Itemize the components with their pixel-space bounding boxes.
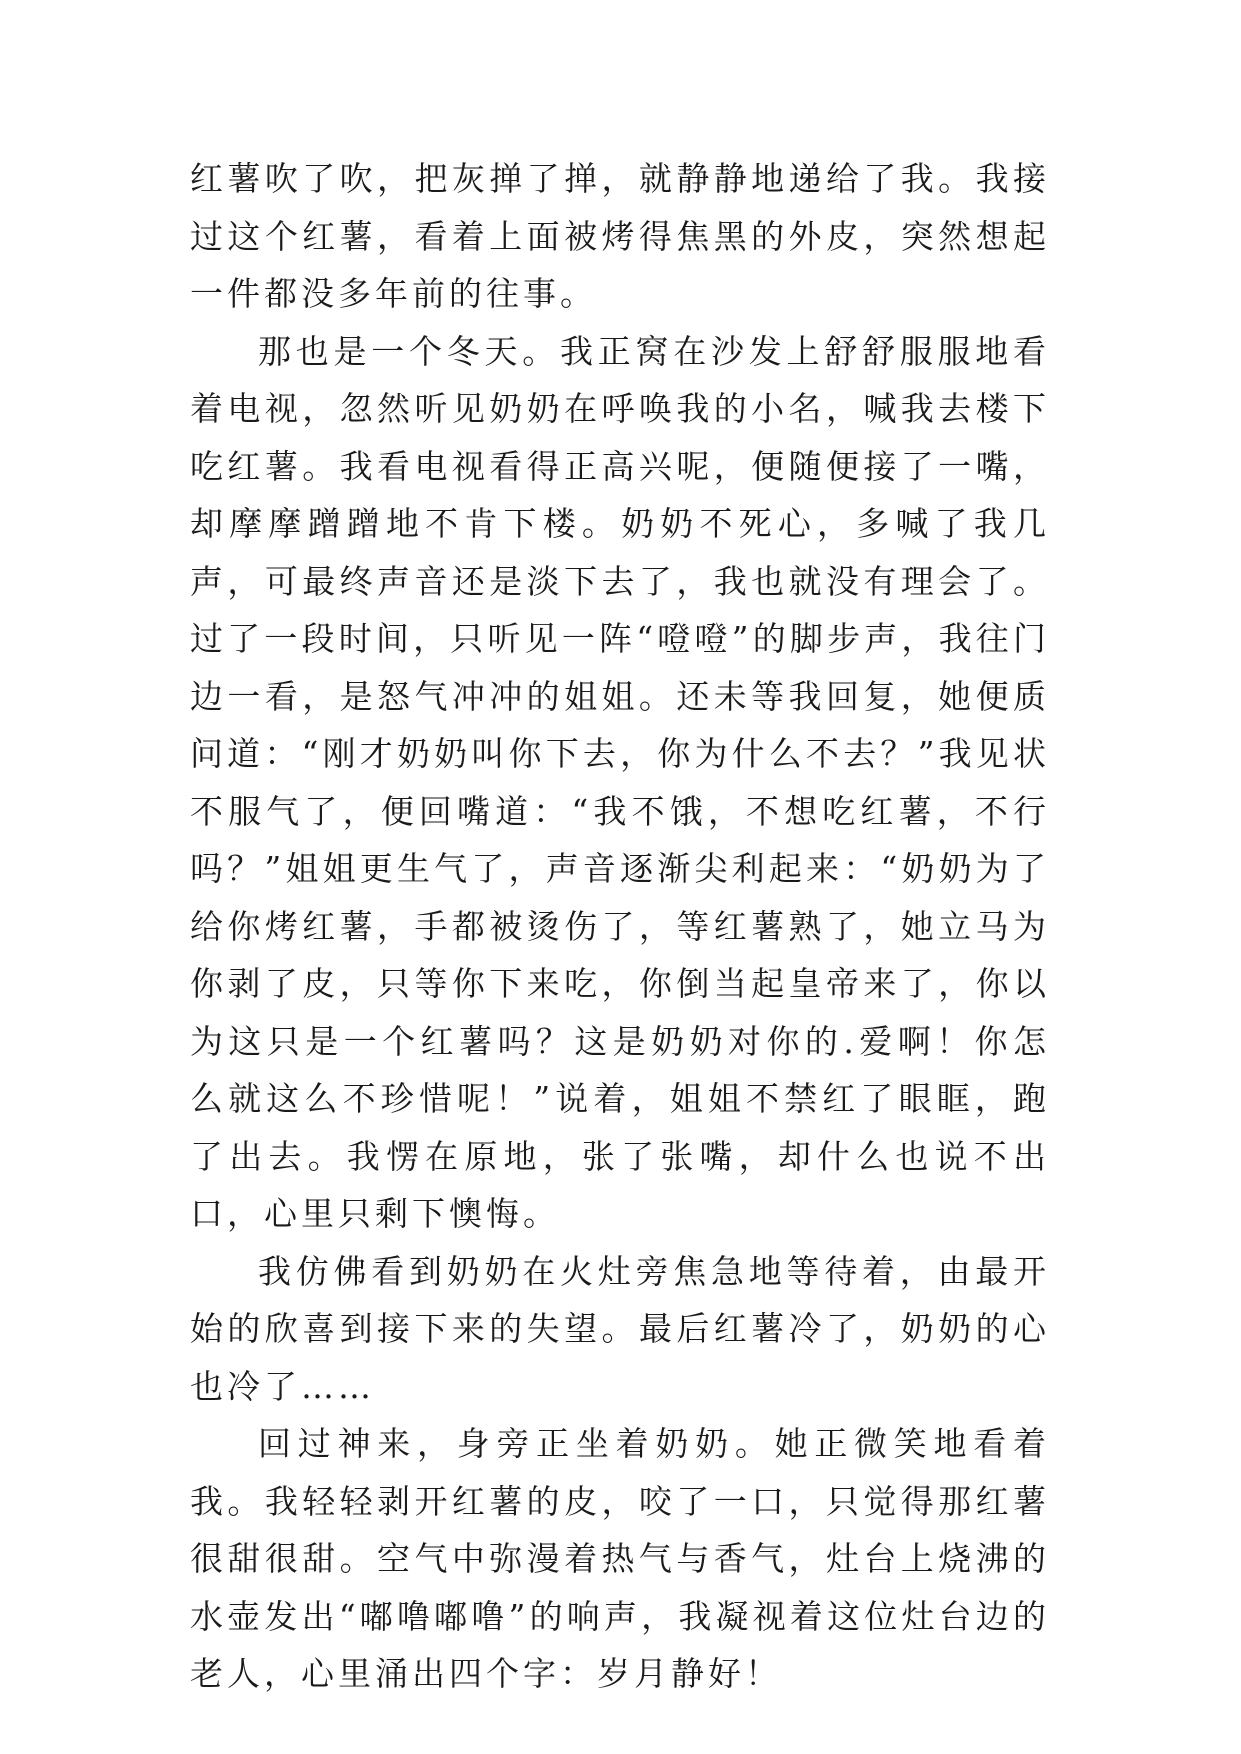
paragraph-4: 回过神来，身旁正坐着奶奶。她正微笑地看着我。我轻轻剥开红薯的皮，咬了一口，只觉得那红薯很甜很甜。空气中弥漫着热气与香气，灶台上烧沸的水壶发出“嘟噜嘟噜”的响声，我凝视着这位灶台边的老人，心里涌出四个字：岁月静好！	[190, 1424, 1050, 1693]
paragraph-2: 那也是一个冬天。我正窝在沙发上舒舒服服地看着电视，忽然听见奶奶在呼唤我的小名，喊我去楼下吃红薯。我看电视看得正高兴呢，便随便接了一嘴，却摩摩蹭蹭地不肯下楼。奶奶不死心，多喊了我几声，可最终声音还是淡下去了，我也就没有理会了。过了一段时间，只听见一阵“噔噔”的脚步声，我往门边一看，是怒气冲冲的姐姐。还未等我回复，她便质问道：“刚才奶奶叫你下去，你为什么不去？”我见状不服气了，便回嘴道：“我不饿，不想吃红薯，不行吗？”姐姐更生气了，声音逐渐尖利起来：“奶奶为了给你烤红薯，手都被烫伤了，等红薯熟了，她立马为你剥了皮，只等你下来吃，你倒当起皇帝来了，你以为这只是一个红薯吗？这是奶奶对你的.爱啊！你怎么就这么不珍惜呢！”说着，姐姐不禁红了眼眶，跑了出去。我愣在原地，张了张嘴，却什么也说不出口，心里只剩下懊悔。	[190, 331, 1050, 1233]
paragraph-3: 我仿佛看到奶奶在火灶旁焦急地等待着，由最开始的欣喜到接下来的失望。最后红薯冷了，奶奶的心也冷了……	[190, 1251, 1050, 1406]
paragraph-1: 红薯吹了吹，把灰掸了掸，就静静地递给了我。我接过这个红薯，看着上面被烤得焦黑的外皮，突然想起一件都没多年前的往事。	[190, 159, 1050, 313]
document-body	[190, 150, 1050, 1703]
